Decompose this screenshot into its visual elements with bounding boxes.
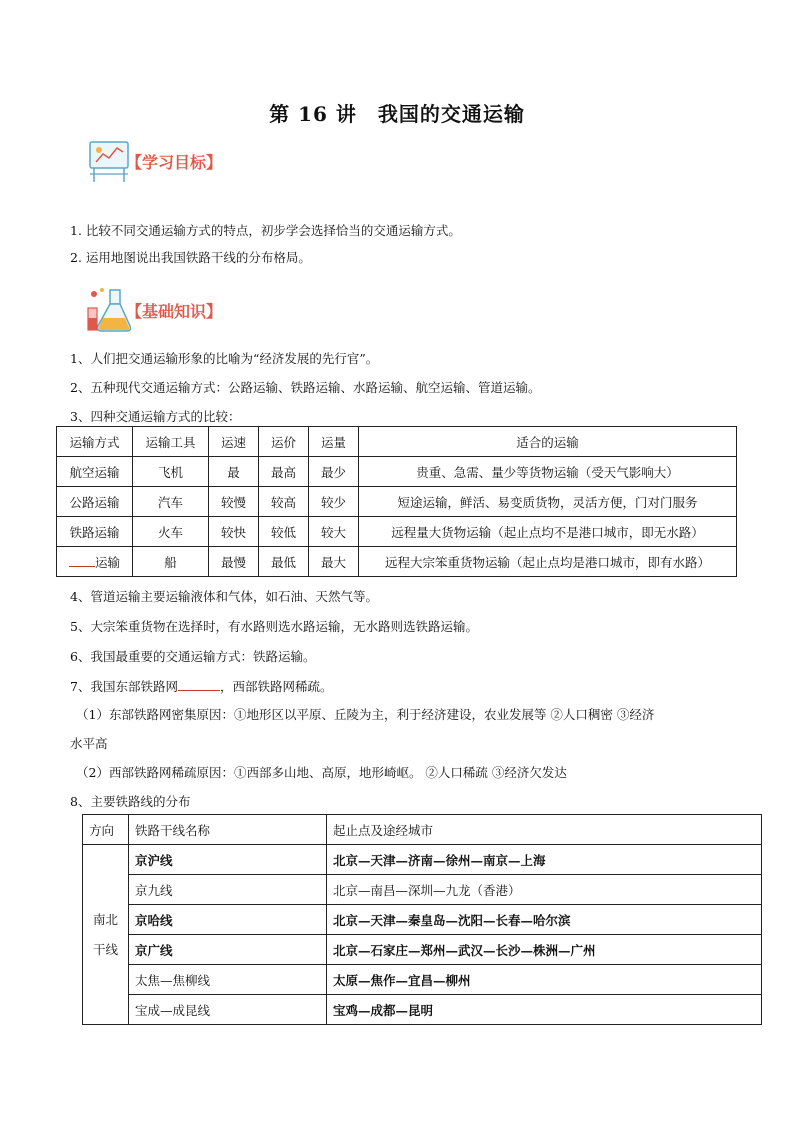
table-cell: 公路运输 [57, 487, 133, 517]
table-cell: 火车 [133, 517, 209, 547]
cell-text: 运输 [94, 554, 120, 570]
table-cell: 铁路运输 [57, 517, 133, 547]
rail-route: 北京—天津—济南—徐州—南京—上海 [327, 845, 762, 875]
table-cell: 最大 [309, 547, 359, 577]
railway-table [82, 814, 762, 1025]
rail-line-name: 宝成—成昆线 [129, 995, 327, 1025]
basics-header-label: 【基础知识】 [126, 301, 223, 321]
paragraph-text: ，西部铁路网稀疏。 [219, 679, 333, 694]
table-cell: 最慢 [209, 547, 259, 577]
table-cell: 远程大宗笨重货物运输（起止点均是港口城市，即有水路） [359, 547, 737, 577]
goals-header [86, 138, 222, 184]
basics-header [84, 286, 222, 334]
paragraph: 8、主要铁路线的分布 [70, 794, 191, 809]
paragraph: 3、四种交通运输方式的比较： [70, 409, 241, 424]
table-row [83, 905, 762, 935]
table-cell: 最高 [259, 457, 309, 487]
table-header-row [83, 815, 762, 845]
flask-icon [84, 286, 132, 334]
column-header: 适合的运输 [359, 427, 737, 457]
paragraph: 4、管道运输主要运输液体和气体，如石油、天然气等。 [70, 589, 378, 604]
rail-line-name: 京九线 [129, 875, 327, 905]
column-header: 运输工具 [133, 427, 209, 457]
table-row [57, 517, 737, 547]
table-row [83, 935, 762, 965]
goal-item: 2. 运用地图说出我国铁路干线的分布格局。 [70, 250, 311, 265]
table-cell: 汽车 [133, 487, 209, 517]
rail-route: 北京—南昌—深圳—九龙（香港） [327, 875, 762, 905]
rail-line-name: 京哈线 [129, 905, 327, 935]
paragraph: 水平高 [70, 736, 108, 751]
paragraph: 6、我国最重要的交通运输方式：铁路运输。 [70, 649, 316, 664]
table-cell: 最少 [309, 457, 359, 487]
table-row [83, 965, 762, 995]
table-cell: 贵重、急需、量少等货物运输（受天气影响大） [359, 457, 737, 487]
paragraph-text: 7、我国东部铁路网 [70, 679, 178, 694]
rail-route: 北京—天津—秦皇岛—沈阳—长春—哈尔滨 [327, 905, 762, 935]
rail-line-name: 京广线 [129, 935, 327, 965]
paragraph: （1）东部铁路网密集原因：①地形区以平原、丘陵为主，利于经济建设，农业发展等 ②人口稠密 ③经济 [76, 707, 655, 722]
table-row [83, 845, 762, 875]
rail-route: 宝鸡—成都—昆明 [327, 995, 762, 1025]
table-cell: 较大 [309, 517, 359, 547]
table-header-row [57, 427, 737, 457]
fill-in-blank [178, 690, 220, 691]
table-row [57, 547, 737, 577]
paragraph: 2、五种现代交通运输方式：公路运输、铁路运输、水路运输、航空运输、管道运输。 [70, 380, 541, 395]
table-cell: 飞机 [133, 457, 209, 487]
column-header: 铁路干线名称 [129, 815, 327, 845]
table-cell: 短途运输，鲜活、易变质货物，灵活方便，门对门服务 [359, 487, 737, 517]
transport-comparison-table [56, 426, 737, 577]
column-header: 起止点及途经城市 [327, 815, 762, 845]
rail-route: 北京—石家庄—郑州—武汉—长沙—株洲—广州 [327, 935, 762, 965]
goal-item: 1. 比较不同交通运输方式的特点，初步学会选择恰当的交通运输方式。 [70, 223, 461, 238]
table-cell: 最 [209, 457, 259, 487]
table-cell: 较低 [259, 517, 309, 547]
paragraph [70, 677, 332, 695]
paragraph: 1、人们把交通运输形象的比喻为“经济发展的先行官”。 [70, 351, 379, 366]
table-cell: 最低 [259, 547, 309, 577]
column-header: 运输方式 [57, 427, 133, 457]
table-cell: 航空运输 [57, 457, 133, 487]
table-cell: 船 [133, 547, 209, 577]
direction-cell: 南北 干线 [83, 845, 129, 1025]
table-cell: 较高 [259, 487, 309, 517]
rail-line-name: 京沪线 [129, 845, 327, 875]
table-row [57, 457, 737, 487]
table-cell: 较慢 [209, 487, 259, 517]
table-row [83, 875, 762, 905]
rail-route: 太原—焦作—宜昌—柳州 [327, 965, 762, 995]
rail-line-name: 太焦—焦柳线 [129, 965, 327, 995]
table-cell: 较快 [209, 517, 259, 547]
table-cell: 远程量大货物运输（起止点均不是港口城市，即无水路） [359, 517, 737, 547]
goals-header-label: 【学习目标】 [126, 152, 223, 172]
paragraph: 5、大宗笨重货物在选择时，有水路则选水路运输，无水路则选铁路运输。 [70, 619, 478, 634]
fill-in-blank [69, 566, 95, 567]
column-header: 方向 [83, 815, 129, 845]
table-row [57, 487, 737, 517]
paragraph: （2）西部铁路网稀疏原因：①西部多山地、高原，地形崎岖。 ②人口稀疏 ③经济欠发达 [76, 765, 567, 780]
column-header: 运速 [209, 427, 259, 457]
table-row [83, 995, 762, 1025]
column-header: 运价 [259, 427, 309, 457]
page-title: 第 16 讲 我国的交通运输 [269, 102, 525, 126]
column-header: 运量 [309, 427, 359, 457]
table-cell [57, 547, 133, 577]
table-cell: 较少 [309, 487, 359, 517]
